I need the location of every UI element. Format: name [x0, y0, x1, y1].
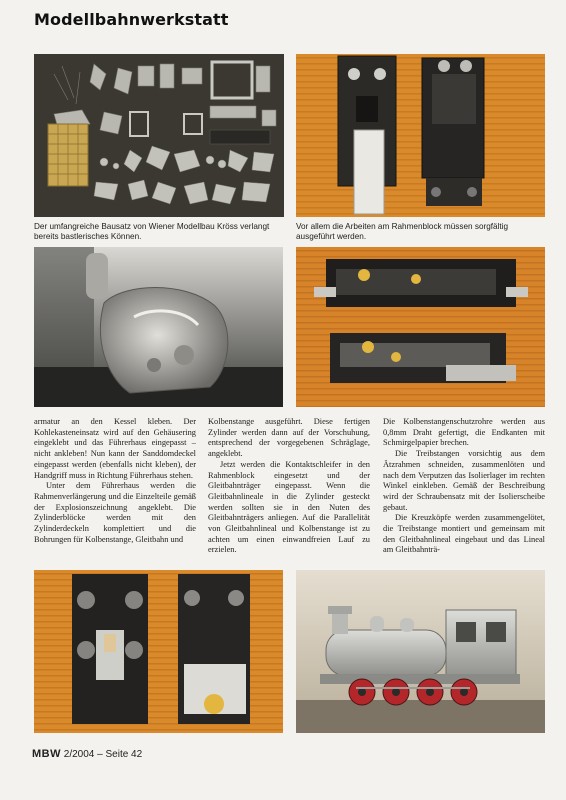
paragraph: Die Kolbenstangenschutzrohre werden aus 0,8mm Draht gefertigt, die Endkanten mit Schmirgelpapier brechen.: [383, 417, 545, 448]
text-column-3: [383, 417, 545, 556]
paragraph: Kolbenstange ausgeführt. Diese fertigen Zylinder werden dann auf der Vorschuhung, entsprechend der vorgegebenen Schräglage, angeklebt.: [208, 417, 370, 459]
paragraph: Die Treibstangen vorsichtig aus dem Ätzrahmen schneiden, zusammenlöten und nach dem Verputzen das Isolierlager im rechten Winkel einkleben. Gemäß der Beschreibung wird der Schraubensatz mit der Isolierscheibe gebaut.: [383, 449, 545, 512]
caption-kit: Der umfangreiche Bausatz von Wiener Modellbau Kröss verlangt bereits bastlerisches Können.: [34, 222, 270, 242]
issue-and-page: 2/2004 – Seite 42: [63, 749, 143, 760]
photo-chassis-pair: [296, 247, 545, 407]
magazine-brand: MBW: [32, 748, 61, 760]
photo-boiler-closeup: [34, 247, 283, 407]
photo-assembled-loco: [296, 570, 545, 733]
paragraph: armatur an den Kessel kleben. Der Kohlekasteneinsatz wird auf den Gehäusering eingeklebt und das Führerhaus eingepasst – nicht ankleben! Nun kann der Sanddomdeckel eingepasst werden (ebenfalls nicht kleben), der Handgriff muss in Richtung Führerhaus stehen.: [34, 417, 196, 480]
caption-frame: Vor allem die Arbeiten am Rahmenblock müssen sorgfältig ausgeführt werden.: [296, 222, 509, 242]
photo-kit-parts: [34, 54, 284, 217]
photo-frame-blocks: [296, 54, 545, 217]
text-column-1: [34, 417, 196, 545]
paragraph: Unter dem Führerhaus werden die Rahmenverlängerung und die Einzelteile gemäß der Explosionszeichnung angeklebt. Die Zylinderblöcke werden mit den Zylinderdeckeln komplettiert und die Bohrungen für Kolbenstange, Gleitbahn und: [34, 481, 196, 544]
page-title: Modellbahnwerkstatt: [34, 10, 229, 29]
page-footer: [32, 748, 142, 760]
paragraph: Jetzt werden die Kontaktschleifer in den Rahmenblock eingesetzt und der Gleitbahnträger eingepasst. Wenn die Gleitbahnlineale in die Zylinder gesteckt werden sollten sie in den Nuten des Gleitbahnträgers anliegen. Auf die Parallelität von Gleitbahnlineal und Kolbenstange ist zu achten um einen einwandfreien Lauf zu erzielen.: [208, 459, 370, 555]
paragraph: Die Kreuzköpfe werden zusammengelötet, die Treibstange montiert und gemeinsam mit den Gleitbahnlineal eingebaut und das Lineal am Gleitbahnträ-: [383, 513, 545, 555]
photo-chassis-underside: [34, 570, 283, 733]
text-column-2: [208, 417, 370, 556]
